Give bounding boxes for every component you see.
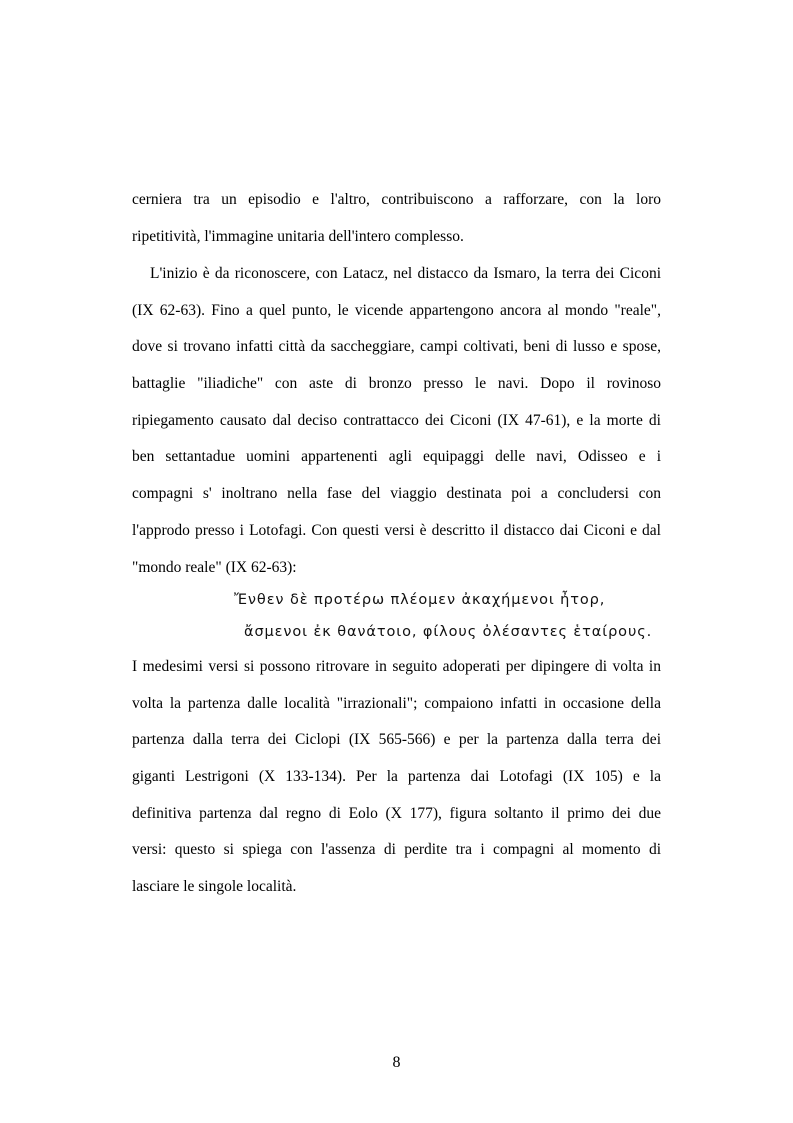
text-line: giganti Lestrigoni (X 133-134). Per la partenza dai Lotofagi (IX 105) e la — [132, 768, 661, 786]
text-line: l'approdo presso i Lotofagi. Con questi versi è descritto il distacco dai Ciconi e dal — [132, 521, 661, 539]
text-line: versi: questo si spiega con l'assenza di perdite tra i compagni al momento di — [132, 841, 661, 859]
text-line: ben settantadue uomini appartenenti agli equipaggi delle navi, Odisseo e i — [132, 448, 661, 466]
text-line: definitiva partenza dal regno di Eolo (X 177), figura soltanto il primo dei due — [132, 804, 661, 822]
text-line: compagni s' inoltrano nella fase del viaggio destinata poi a concludersi con — [132, 485, 661, 503]
text-line: I medesimi versi si possono ritrovare in seguito adoperati per dipingere di volta in — [132, 658, 661, 675]
greek-verse-line-1: Ἔνθεν δὲ προτέρω πλέομεν ἀκαχήμενοι ἦτορ, — [234, 592, 606, 608]
paragraph-repetition — [132, 649, 661, 906]
text-line: partenza dalla terra dei Ciclopi (IX 565-566) e per la partenza dalla terra dei — [132, 731, 661, 749]
paragraph-continuation — [132, 182, 661, 255]
text-line: lasciare le singole località. — [132, 878, 297, 896]
text-line: volta la partenza dalle località "irrazionali"; compaiono infatti in occasione della — [132, 694, 661, 712]
greek-verse-line-2: ἄσμενοι ἐκ θανάτοιο, φίλους ὀλέσαντες ἑταίρους. — [244, 624, 653, 640]
text-line: L'inizio è da riconoscere, con Latacz, nel distacco da Ismaro, la terra dei Ciconi — [150, 265, 661, 282]
page-number: 8 — [392, 1054, 401, 1071]
text-line: battaglie "iliadiche" con aste di bronzo presso le navi. Dopo il rovinoso — [132, 375, 661, 393]
text-line: (IX 62-63). Fino a quel punto, le vicende appartengono ancora al mondo "reale", — [132, 301, 661, 319]
text-line: ripetitività, l'immagine unitaria dell'intero complesso. — [132, 227, 464, 245]
text-line: "mondo reale" (IX 62-63): — [132, 558, 297, 576]
text-line: dove si trovano infatti città da saccheggiare, campi coltivati, beni di lusso e spose, — [132, 338, 661, 356]
text-line: cerniera tra un episodio e l'altro, contribuiscono a rafforzare, con la loro — [132, 191, 661, 208]
paragraph-latacz — [132, 256, 661, 586]
text-line: ripiegamento causato dal deciso contrattacco dei Ciconi (IX 47-61), e la morte di — [132, 411, 661, 429]
